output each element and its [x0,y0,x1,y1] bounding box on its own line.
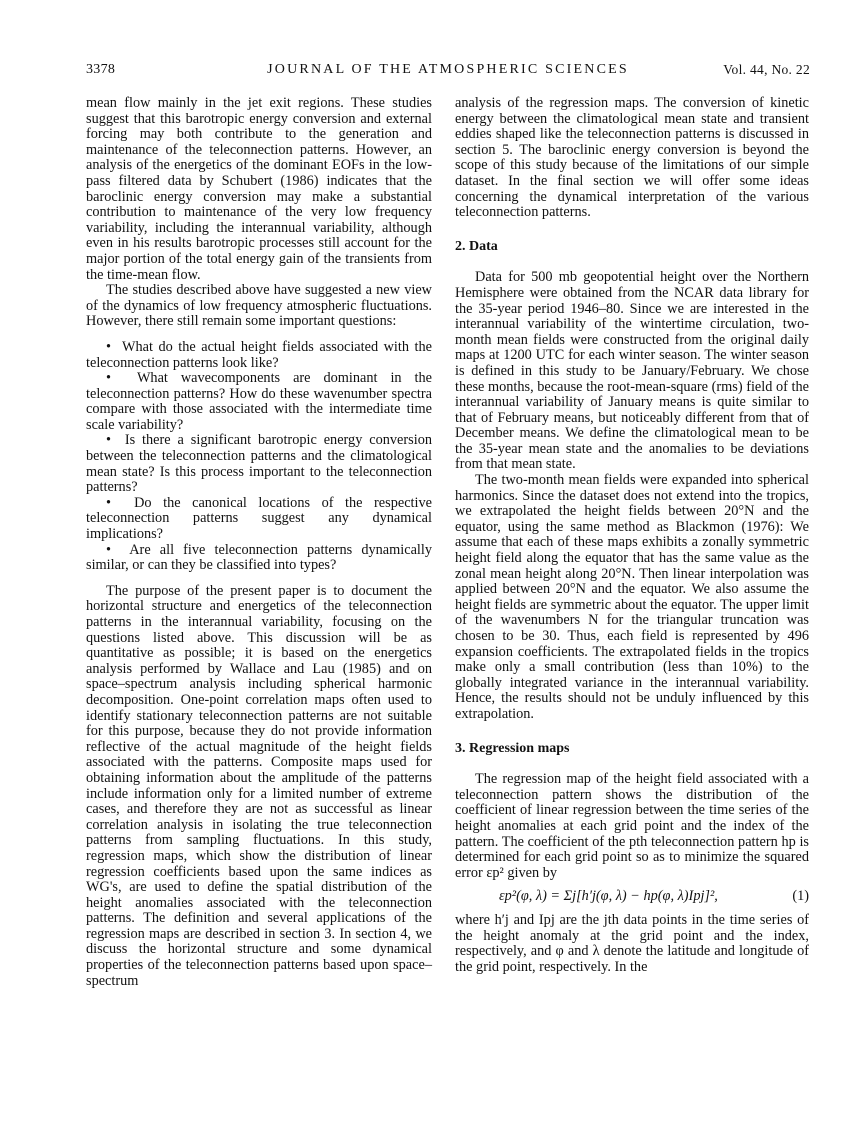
journal-title: JOURNAL OF THE ATMOSPHERIC SCIENCES [267,62,629,77]
paragraph: The regression map of the height field associated with a teleconnection pattern shows the distribution of the coefficient of linear regression between the time series of the height anomalies at each grid point and the index of the pattern. The coefficient of the pth teleconnection pattern hp is determined for each grid point so as to minimize the squared error εp² given by [455,771,809,881]
equation-number: (1) [792,888,809,905]
paragraph: The studies described above have suggested a new view of the dynamics of low frequency atmospheric fluctuations. However, there still remain some important questions: [86,282,432,330]
list-item: • Do the canonical locations of the respective teleconnection patterns suggest any dynamical implications? [86,496,432,543]
paragraph: The purpose of the present paper is to document the horizontal structure and energetics of the teleconnection patterns in the interannual variability, focusing on the questions listed above. This discussion will be as quantitative as possible; it is based on the energetics analysis performed by Wallace and Lau (1985) and on space–spectrum analysis including spherical harmonic decomposition. One-point correlation maps often used to identify stationary teleconnection patterns are not suitable for this purpose, because they do not provide information reflective of the actual magnitude of the height fields associated with the patterns. Composite maps used for obtaining information about the amplitude of the patterns include information only for a limited number of extreme cases, and therefore they are not as successful as linear correlation analysis in isolating the true teleconnection patterns from sampling fluctuations. In this study, regression maps, which show the distribution of linear regression coefficients based upon the same indices as WG's, are used to define the spatial distribution of the height anomalies associated with the teleconnection patterns. The definition and several applications of the regression maps are described in section 3. In section 4, we discuss the horizontal structure and some dynamical properties of the teleconnection patterns based upon space–spectrum [86,582,432,989]
running-header [86,62,810,82]
paragraph: analysis of the regression maps. The conversion of kinetic energy between the climatological mean state and transient eddies shaped like the teleconnection patterns is discussed in section 5. The baroclinic energy conversion is beyond the scope of this study because of the limitations of our simple dataset. In the final section we will offer some ideas concerning the dynamical interpretation of the various teleconnection patterns. [455,95,809,221]
equation-body: εp²(φ, λ) = Σj[h′j(φ, λ) − hp(φ, λ)Ipj]², [499,888,718,905]
paragraph: mean flow mainly in the jet exit regions. These studies suggest that this barotropic energy conversion and external forcing may both contribute to the generation and maintenance of the teleconnection patterns. However, an analysis of the energetics of the dominant EOFs in the low-pass filtered data by Schubert (1986) indicates that the baroclinic energy conversion may make a substantial contribution to maintenance of the very low frequency variability, including the interannual variability, although even in his results barotropic processes still account for the major portion of the total energy gain of the transients from the time-mean flow. [86,95,432,283]
list-item: • What do the actual height fields associated with the teleconnection patterns look like? [86,340,432,371]
list-item: • Is there a significant barotropic energy conversion between the teleconnection patterns and the climatological mean state? Is this process important to the teleconnection patterns? [86,433,432,495]
paragraph: where h′j and Ipj are the jth data points in the time series of the height anomaly at the grid point and the index, respectively, and φ and λ denote the latitude and longitude of the grid point, respectively. In the [455,911,809,975]
paragraph: Data for 500 mb geopotential height over the Northern Hemisphere were obtained from the NCAR data library for the 35-year period 1946–80. Since we are interested in the interannual variability of the wintertime circulation, two-month mean fields were constructed from the original daily maps at 1200 UTC for each winter season. The winter season is defined in this study to be January/February. We chose these months, because the root-mean-square (rms) field of the interannual variability of January means is quite similar to that of February means, but noticeably different from that of December means. We define the climatological mean to be the 35-year mean state and the anomalies to be deviations from that mean state. [455,269,809,473]
section-heading: 2. Data [455,238,498,254]
section-heading: 3. Regression maps [455,740,570,756]
equation [455,889,809,905]
right-column [455,96,809,975]
page-number: 3378 [86,62,116,77]
list-item: • Are all five teleconnection patterns dynamically similar, or can they be classified into types? [86,543,432,574]
left-column [86,96,432,989]
list-item: • What wavecomponents are dominant in the teleconnection patterns? How do these wavenumber spectra compare with those associated with the intermediate time scale variability? [86,371,432,433]
question-list [86,340,432,574]
paragraph: The two-month mean fields were expanded into spherical harmonics. Since the dataset does not extend into the tropics, we extrapolated the height fields between 20°N and the equator, using the same method as Blackmon (1976): We assume that each of these maps exhibits a zonally symmetric height field along the equator that has the same value as the zonal mean height along 20°N. Then linear interpolation was applied between 20°N and the equator. We also assume the height fields are symmetric about the equator. The upper limit of the wavenumbers N for the triangular truncation was chosen to be 30. Thus, each field is represented by 496 expansion coefficients. The extrapolated fields in the tropics make only a small contribution (less than 10%) to the globally integrated variance in the interannual variability. Hence, the results should not be unduly influenced by this extrapolation. [455,472,809,722]
volume-info: Vol. 44, No. 22 [723,62,810,77]
